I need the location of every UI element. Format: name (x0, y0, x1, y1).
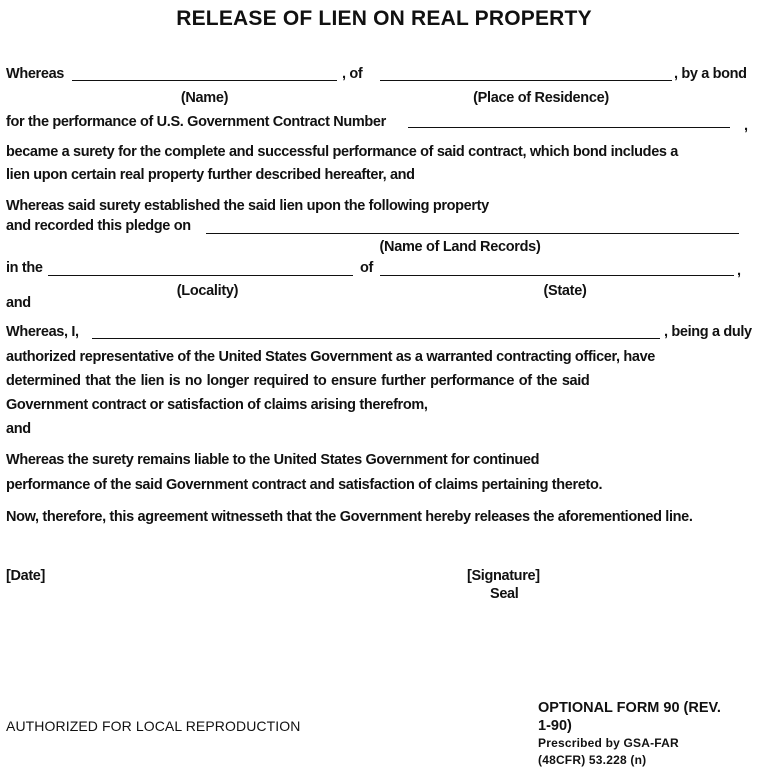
date-label: [Date] (6, 568, 45, 584)
state-caption: (State) (543, 283, 587, 299)
para3-line2: determined that the lien is no longer required to ensure further performance of the said (6, 373, 590, 389)
authorized-reproduction: AUTHORIZED FOR LOCAL REPRODUCTION (6, 718, 301, 734)
pledge-record-field[interactable] (206, 233, 739, 234)
name-caption: (Name) (180, 90, 229, 106)
place-of-residence-caption: (Place of Residence) (473, 90, 609, 106)
land-records-caption: (Name of Land Records) (379, 239, 541, 255)
para3-line1: authorized representative of the United States Government as a warranted contracting officer, have (6, 349, 655, 365)
and-label-1: and (6, 295, 31, 311)
of-label: , of (342, 66, 363, 82)
state-comma: , (737, 263, 741, 279)
para2-line1: Whereas said surety established the said lien upon the following property (6, 198, 489, 214)
in-the-label: in the (6, 260, 43, 276)
whereas-label: Whereas (6, 66, 64, 82)
and-label-2: and (6, 421, 31, 437)
being-a-duly-label: , being a duly (664, 324, 752, 340)
para1-line2: lien upon certain real property further described hereafter, and (6, 167, 415, 183)
contract-number-field[interactable] (408, 127, 730, 128)
seal-label: Seal (490, 586, 519, 602)
locality-caption: (Locality) (176, 283, 239, 299)
para3-line3: Government contract or satisfaction of claims arising therefrom, (6, 397, 428, 413)
of-state-label: of (360, 260, 373, 276)
form-number-line1: OPTIONAL FORM 90 (REV. (538, 700, 721, 716)
document-title: RELEASE OF LIEN ON REAL PROPERTY (176, 7, 592, 30)
signature-label: [Signature] (467, 568, 540, 584)
locality-field[interactable] (48, 275, 353, 276)
by-a-bond-label: , by a bond (674, 66, 747, 82)
officer-name-field[interactable] (92, 338, 660, 339)
contract-comma: , (744, 118, 748, 134)
para4-line1: Whereas the surety remains liable to the United States Government for continued (6, 452, 540, 468)
prescribed-by: Prescribed by GSA-FAR (538, 736, 679, 750)
place-of-residence-field[interactable] (380, 80, 672, 81)
name-field[interactable] (72, 80, 337, 81)
para4-line2: performance of the said Government contract and satisfaction of claims pertaining thereto. (6, 477, 603, 493)
state-field[interactable] (380, 275, 734, 276)
para2-line2: and recorded this pledge on (6, 218, 191, 234)
form-number-line2: 1-90) (538, 718, 572, 734)
whereas-i-label: Whereas, I, (6, 324, 79, 340)
cfr-reference: (48CFR) 53.228 (n) (538, 753, 647, 767)
para5-text: Now, therefore, this agreement witnesseth that the Government hereby releases the aforementioned line. (6, 509, 693, 525)
contract-number-label: for the performance of U.S. Government Contract Number (6, 114, 386, 130)
para1-line1: became a surety for the complete and successful performance of said contract, which bond includes a (6, 144, 679, 160)
